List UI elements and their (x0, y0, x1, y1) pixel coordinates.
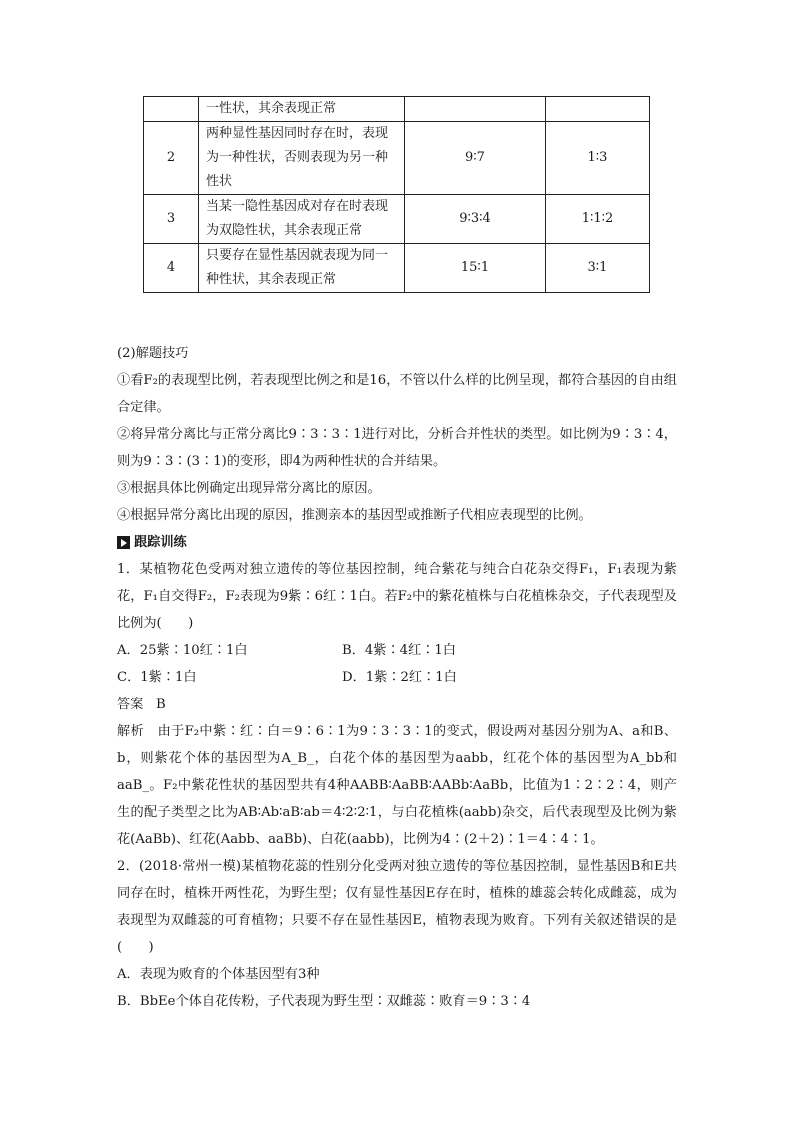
table-cell-f2: 15∶1 (405, 244, 546, 293)
table-cell-testcross: 1∶3 (546, 122, 650, 195)
option-d: D．1紫∶2红∶1白 (342, 670, 457, 685)
option-c: C．1紫∶1白 (117, 670, 197, 685)
table-cell-no: 2 (144, 122, 199, 195)
table-cell-testcross: 3∶1 (546, 244, 650, 293)
table-cell-f2: 9∶7 (405, 122, 546, 195)
analysis-text: 由于F₂中紫∶红∶白＝9∶6∶1为9∶3∶3∶1的变式，假设两对基因分别为A、a和B、b，则紫花个体的基因型为A_B_，白花个体的基因型为aabb，红花个体的基因型为A_bb和aaB_。F₂中紫花性状的基因型共有4种AABB∶AaBB∶AABb∶AaBb，比值为1∶2∶2∶4，则产生的配子类型之比为AB∶Ab∶aB∶ab＝4∶2∶2∶1，与白花植株(aabb)杂交，后代表现型及比例为紫花(AaBb)、红花(Aabb、aaBb)、白花(aabb)，比例为4∶(2＋2)∶1＝4∶4∶1。 (117, 724, 678, 847)
table-cell-no: 4 (144, 244, 199, 293)
table-row (144, 195, 650, 244)
option-a: A．25紫∶10红∶1白 (117, 643, 248, 658)
play-icon (117, 536, 130, 549)
option-row (117, 637, 677, 664)
table-cell-desc: 两种显性基因同时存在时，表现为一种性状，否则表现为另一种性状 (199, 122, 405, 195)
table-cell-testcross: 1∶1∶2 (546, 195, 650, 244)
table-cell-f2: 9∶3∶4 (405, 195, 546, 244)
tip-item: ②将异常分离比与正常分离比9∶3∶3∶1进行对比，分析合并性状的类型。如比例为9∶3∶4，则为9∶3∶(3∶1)的变形，即4为两种性状的合并结果。 (117, 427, 677, 469)
tip-item: ③根据具体比例确定出现异常分离比的原因。 (117, 481, 381, 496)
table-row (144, 244, 650, 293)
section-title: 跟踪训练 (134, 535, 187, 550)
table-cell-testcross (546, 97, 650, 122)
table-cell-desc: 当某一隐性基因成对存在时表现为双隐性状，其余表现正常 (199, 195, 405, 244)
table-cell-no: 3 (144, 195, 199, 244)
table-cell-desc: 一性状，其余表现正常 (199, 97, 405, 122)
tips-heading: (2)解题技巧 (117, 346, 189, 361)
table-row (144, 97, 650, 122)
table-row (144, 122, 650, 195)
table-cell-desc: 只要存在显性基因就表现为同一种性状，其余表现正常 (199, 244, 405, 293)
analysis-paragraph (117, 718, 677, 853)
answer-line (117, 691, 677, 718)
option-a: A．表现为败育的个体基因型有3种 (117, 967, 320, 982)
answer-value: B (155, 697, 166, 712)
option-b: B．BbEe个体自花传粉，子代表现为野生型∶双雌蕊∶败育＝9∶3∶4 (117, 994, 531, 1009)
option-row (117, 664, 677, 691)
analysis-label: 解析 (117, 724, 145, 739)
table-cell-no (144, 97, 199, 122)
question-2-stem: 2．(2018·常州一模)某植物花蕊的性别分化受两对独立遗传的等位基因控制，显性基因B和E共同存在时，植株开两性花，为野生型；仅有显性基因E存在时，植株的雄蕊会转化成雌蕊，成为表现型为双雌蕊的可育植物；只要不存在显性基因E，植物表现为败育。下列有关叙述错误的是( ) (117, 859, 677, 955)
option-b: B．4紫∶4红∶1白 (342, 643, 456, 658)
table-cell-f2 (405, 97, 546, 122)
tip-item: ①看F₂的表现型比例，若表现型比例之和是16，不管以什么样的比例呈现，都符合基因的自由组合定律。 (117, 373, 677, 415)
ratio-table (143, 96, 650, 293)
section-heading (117, 529, 677, 556)
body-text (117, 340, 677, 1015)
answer-label: 答案 (117, 697, 144, 712)
tip-item: ④根据异常分离比出现的原因，推测亲本的基因型或推断子代相应表现型的比例。 (117, 508, 592, 523)
question-1-stem: 1．某植物花色受两对独立遗传的等位基因控制，纯合紫花与纯合白花杂交得F₁，F₁表现为紫花，F₁自交得F₂，F₂表现为9紫∶6红∶1白。若F₂中的紫花植株与白花植株杂交，子代表现型及比例为( ) (117, 562, 677, 631)
